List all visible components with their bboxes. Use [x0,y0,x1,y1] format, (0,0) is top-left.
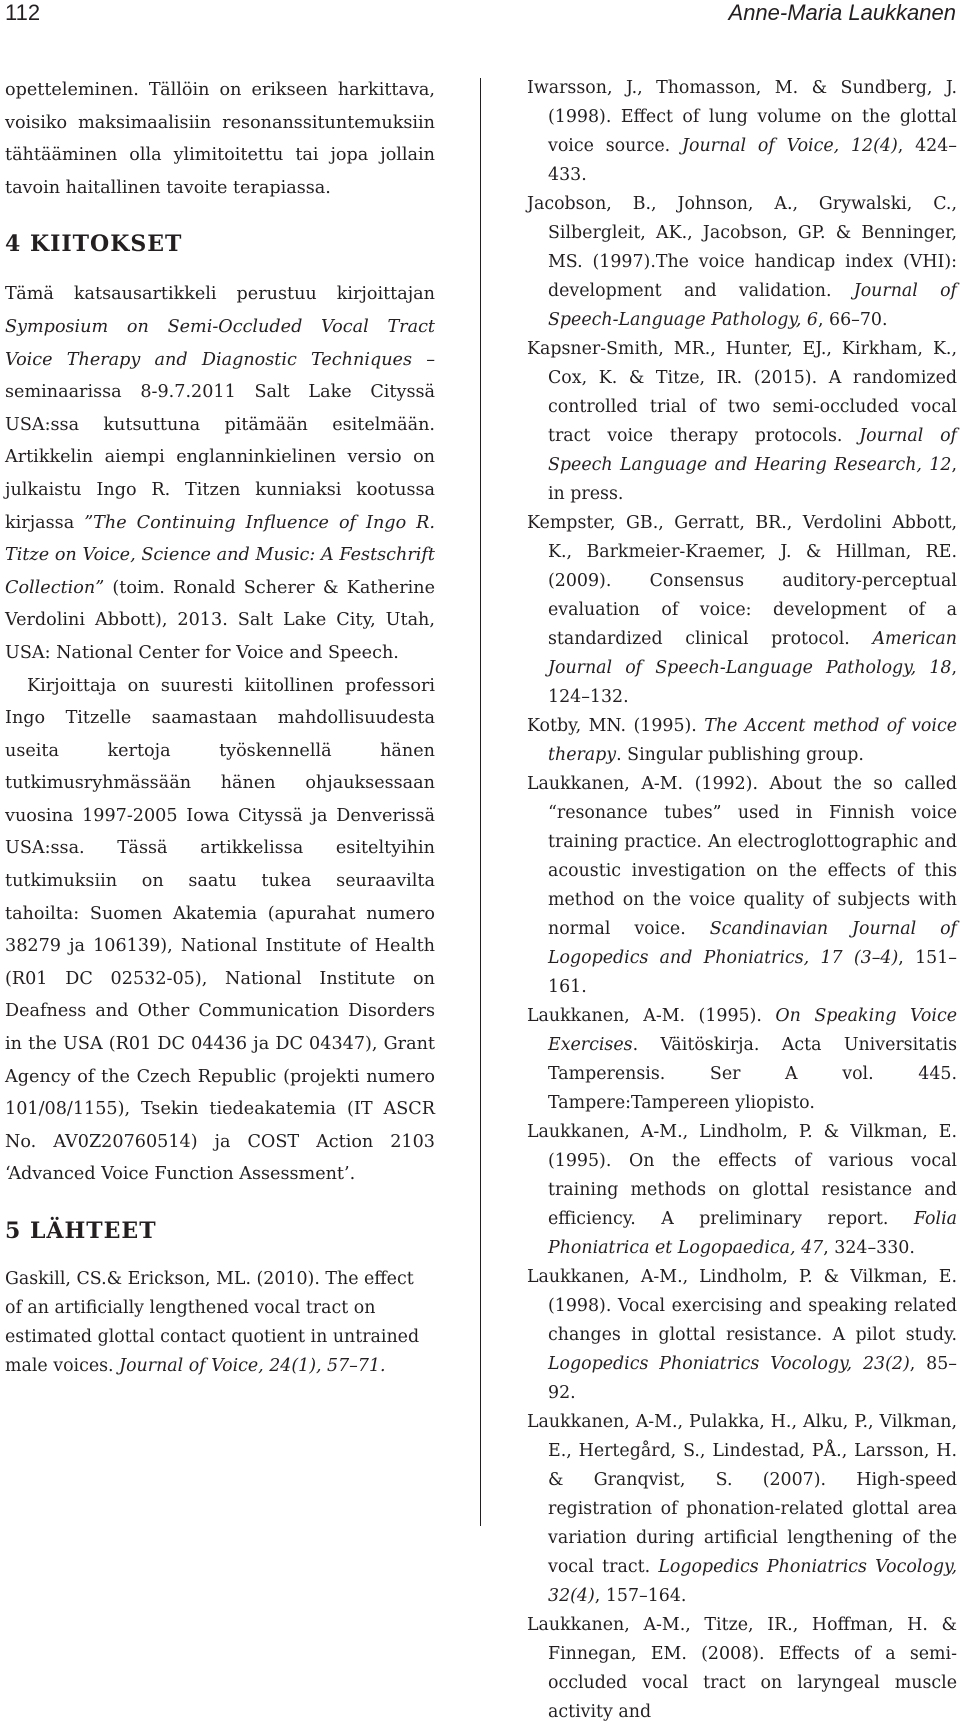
reference-journal: Journal of Speech Language and Hearing Research, 12 [548,426,957,475]
ack-text-1: Tämä katsausartikkeli perustuu kirjoittajan [5,284,435,305]
reference-text: Kempster, GB., Gerratt, BR., Verdolini Abbott, K., Barkmeier-Kraemer, J. & Hillman, RE. (2009). Consensus auditory-perceptual evaluation of voice: development of a standardized clinical protocol. [527,513,957,649]
reference-text: , 66–70. [817,310,888,330]
ack-text-3: (toim. Ronald Scherer & Katherine Verdolini Abbott), 2013. Salt Lake City, Utah, USA: National Center for Voice and Speech. [5,577,435,663]
reference-journal: Journal of Voice, 12(4) [682,136,898,156]
reference-item [527,1408,957,1611]
reference-text: , 124–132. [548,658,957,707]
column-divider [480,78,481,1526]
reference-text: , 85–92. [548,1354,957,1403]
ack-text-2: – seminaarissa 8-9.7.2011 Salt Lake Cityssä USA:ssa kutsuttuna pitämään esitelmään. Artikkelin aiempi englanninkielinen versio on julkaistu Ingo R. Titzen kunniaksi kootussa kirjassa [5,349,435,533]
reference-text: Kapsner-Smith, MR., Hunter, EJ., Kirkham, K., Cox, K. & Titze, IR. (2015). A randomized controlled trial of two semi-occluded vocal tract voice therapy protocols. [527,339,957,446]
reference-item [527,1118,957,1263]
reference-text: Laukkanen, A-M., Titze, IR., Hoffman, H. & Finnegan, EM. (2008). Effects of a semi-occluded vocal tract on laryngeal muscle activity and [527,1615,957,1722]
reference-text: Iwarsson, J., Thomasson, M. & Sundberg, J. (1998). Effect of lung volume on the glottal voice source. [527,78,957,156]
reference-text: , 151–161. [548,948,957,997]
reference-text: Laukkanen, A-M., Lindholm, P. & Vilkman, E. (1998). Vocal exercising and speaking related changes in glottal resistance. A pilot study. [527,1267,957,1345]
reference-journal: Journal of Speech-Language Pathology, 6 [548,281,957,330]
reference-journal: Logopedics Phoniatrics Vocology, 23(2) [548,1354,910,1374]
reference-item [527,1002,957,1118]
reference-journal: Folia Phoniatrica et Logopaedica, 47 [548,1209,957,1258]
reference-text: . Väitöskirja. Acta Universitatis Tamperensis. Ser A vol. 445. Tampere:Tampereen yliopisto. [548,1035,957,1113]
reference-text: . Singular publishing group. [616,745,864,765]
reference-text: Gaskill, CS.& Erickson, ML. (2010). The effect of an artificially lengthened vocal tract on estimated glottal contact quotient in untrained male voices. [5,1269,420,1376]
ack-book-title: ”The Continuing Influence of Ingo R. Titze on Voice, Science and Music: A Festschrift Collection” [5,512,435,598]
section-heading-references: 5 LÄHTEET [5,1218,157,1244]
reference-journal: Journal of Voice, 24(1), 57–71. [119,1356,386,1376]
reference-journal: On Speaking Voice Exercises [548,1006,957,1055]
acknowledgement-paragraph-2: Kirjoittaja on suuresti kiitollinen professori Ingo Titzelle saamastaan mahdollisuudesta useita kertoja työskennellä hänen tutkimusryhmässään hänen ohjauksessaan vuosina 1997-2005 Iowa Cityssä ja Denverissä USA:ssa. Tässä artikkelissa esiteltyihin tutkimuksiin on saatu tukea seuraavilta tahoilta: Suomen Akatemia (apurahat numero 38279 ja 106139), National Institute of Health (R01 DC 02532-05), National Institute on Deafness and Other Communication Disorders in the USA (R01 DC 04436 ja DC 04347), Grant Agency of the Czech Republic (projekti numero 101/08/1155), Tsekin tiedeakatemia (IT ASCR No. AV0Z20760514) ja COST Action 2103 ‘Advanced Voice Function Assessment’. [5,675,435,1185]
reference-item [527,509,957,712]
reference-item [527,712,957,770]
reference-text: , 157–164. [594,1586,687,1606]
left-column [5,74,435,1381]
reference-text: Jacobson, B., Johnson, A., Grywalski, C., Silbergleit, AK., Jacobson, GP. & Benninger, MS. (1997).The voice handicap index (VHI): development and validation. [527,194,957,301]
reference-item [527,335,957,509]
page-number: 112 [5,0,41,25]
reference-text: , in press. [548,455,957,504]
reference-text: , 424–433. [548,136,957,185]
reference-list [527,74,957,1727]
intro-paragraph: opetteleminen. Tällöin on erikseen harkittava, voisiko maksimaalisiin resonanssituntemuksiin tähtääminen olla ylimitoitettu tai jopa jollain tavoin haitallinen tavoite terapiassa. [5,80,435,198]
running-header-author: Anne-Maria Laukkanen [728,0,956,25]
reference-item [527,1611,957,1727]
right-column [527,74,957,1727]
reference-text: Laukkanen, A-M. (1995). [527,1006,776,1026]
reference-item [527,74,957,190]
reference-item [527,190,957,335]
reference-journal: Logopedics Phoniatrics Vocology, 32(4) [548,1557,958,1606]
reference-gaskill [5,1265,435,1381]
reference-text: Laukkanen, A-M., Pulakka, H., Alku, P., Vilkman, E., Hertegård, S., Lindestad, PÅ., Larsson, H. & Granqvist, S. (2007). High-speed registration of phonation-related glottal area variation during artificial lengthening of the vocal tract. [527,1412,957,1577]
acknowledgement-paragraph-1 [5,278,435,669]
reference-journal: The Accent method of voice therapy [548,716,957,765]
reference-journal: Scandinavian Journal of Logopedics and Phoniatrics, 17 (3–4) [548,919,957,968]
ack-symposium-title: Symposium on Semi-Occluded Vocal Tract Voice Therapy and Diagnostic Techniques [5,316,435,370]
reference-text: , 324–330. [823,1238,915,1258]
reference-item [527,1263,957,1408]
section-heading-acknowledgements: 4 KIITOKSET [5,231,183,258]
reference-text: Laukkanen, A-M., Lindholm, P. & Vilkman, E. (1995). On the effects of various vocal training methods on glottal resistance and efficiency. A preliminary report. [527,1122,957,1229]
reference-text: Kotby, MN. (1995). [527,716,705,736]
reference-text: Laukkanen, A-M. (1992). About the so called “resonance tubes” used in Finnish voice training practice. An electroglottographic and acoustic investigation on the effects of this method on the voice quality of subjects with normal voice. [527,774,957,939]
reference-journal: American Journal of Speech-Language Pathology, 18 [548,629,957,678]
reference-item [527,770,957,1002]
